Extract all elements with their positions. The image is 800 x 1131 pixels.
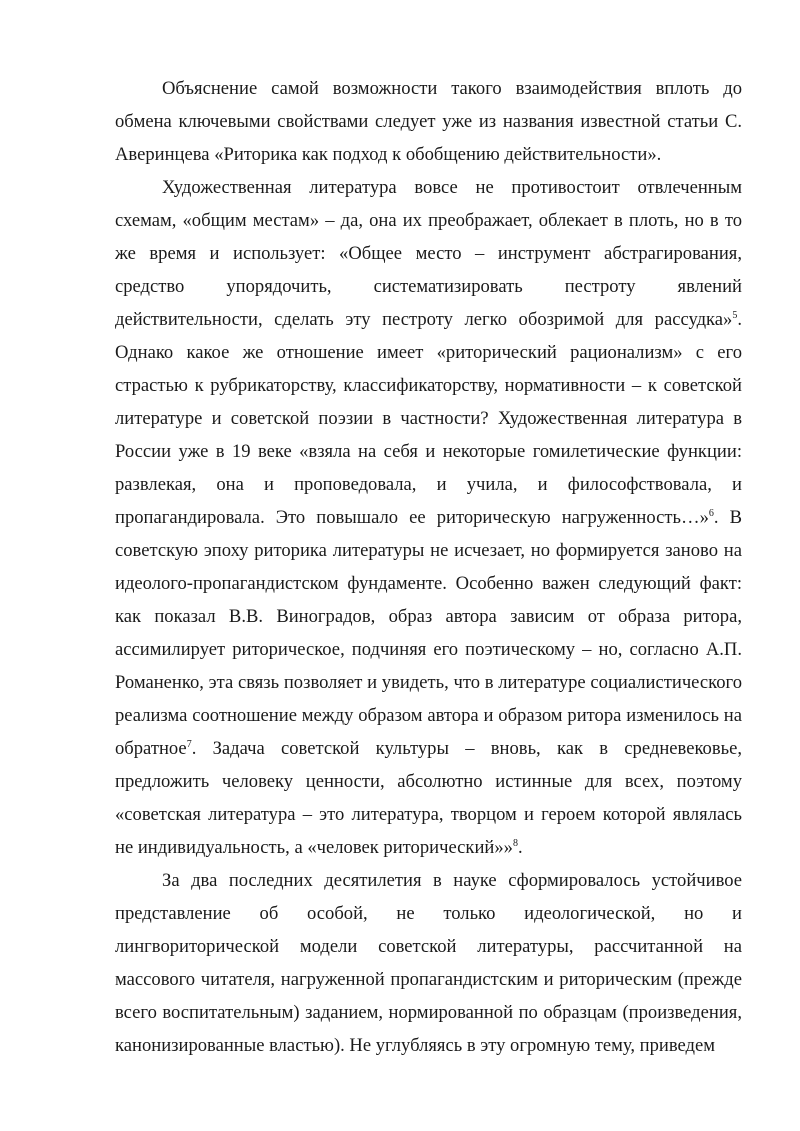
paragraph-text: Объяснение самой возможности такого взаимодействия вплоть до обмена ключевыми свойствами следует уже из названия известной статьи С. Аверинцева «Риторика как подход к обобщению действительности». [115, 78, 742, 165]
footnote-ref-7[interactable]: 7 [186, 738, 192, 750]
footnote-ref-8[interactable]: 8 [512, 837, 518, 849]
footnote-ref-6[interactable]: 6 [708, 507, 714, 519]
paragraph-text: . В советскую эпоху риторика литературы не исчезает, но формируется заново на идеолого-пропагандистском фундаменте. Особенно важен следующий факт: как показал В.В. Виноградов, образ автора зависим от образа ритора, ассимилирует риторическое, подчиняя его поэтическому – но, согласно А.П. Романенко, эта связь позволяет и увидеть, что в литературе социалистического реализма соотношение между образом автора и образом ритора изменилось на обратное [115, 507, 743, 759]
paragraph-3 [115, 864, 742, 1062]
paragraph-2 [115, 171, 742, 864]
paragraph-1 [115, 72, 742, 171]
footnote-ref-5[interactable]: 5 [732, 309, 738, 321]
paragraph-text: За два последних десятилетия в науке сформировалось устойчивое представление об особой, не только идеологической, но и лингвориторической модели советской литературы, рассчитанной на массового читателя, нагруженной пропагандистским и риторическим (прежде всего воспитательным) заданием, нормированной по образцам (произведения, канонизированные властью). Не углубляясь в эту огромную тему, приведем [115, 870, 742, 1056]
document-body [115, 72, 742, 1062]
paragraph-text: . Однако какое же отношение имеет «риторический рационализм» с его страстью к рубрикаторству, классификаторству, нормативности – к советской литературе и советской поэзии в частности? Художественная литература в России уже в 19 веке «взяла на себя и некоторые гомилетические функции: развлекая, она и проповедовала, и учила, и философствовала, и пропагандировала. Это повышало ее риторическую нагруженность…» [115, 309, 742, 528]
paragraph-text: . Задача советской культуры – вновь, как в средневековье, предложить человеку ценности, абсолютно истинные для всех, поэтому «советская литература – это литература, творцом и героем которой являлась не индивидуальность, а «человек риторический»» [115, 738, 742, 858]
paragraph-text: Художественная литература вовсе не противостоит отвлеченным схемам, «общим местам» – да, она их преображает, облекает в плоть, но в то же время и использует: «Общее место – инструмент абстрагирования, средство упорядочить, систематизировать пестроту явлений действительности, сделать эту пестроту легко обозримой для рассудка» [115, 177, 742, 330]
paragraph-text: . [517, 837, 523, 858]
